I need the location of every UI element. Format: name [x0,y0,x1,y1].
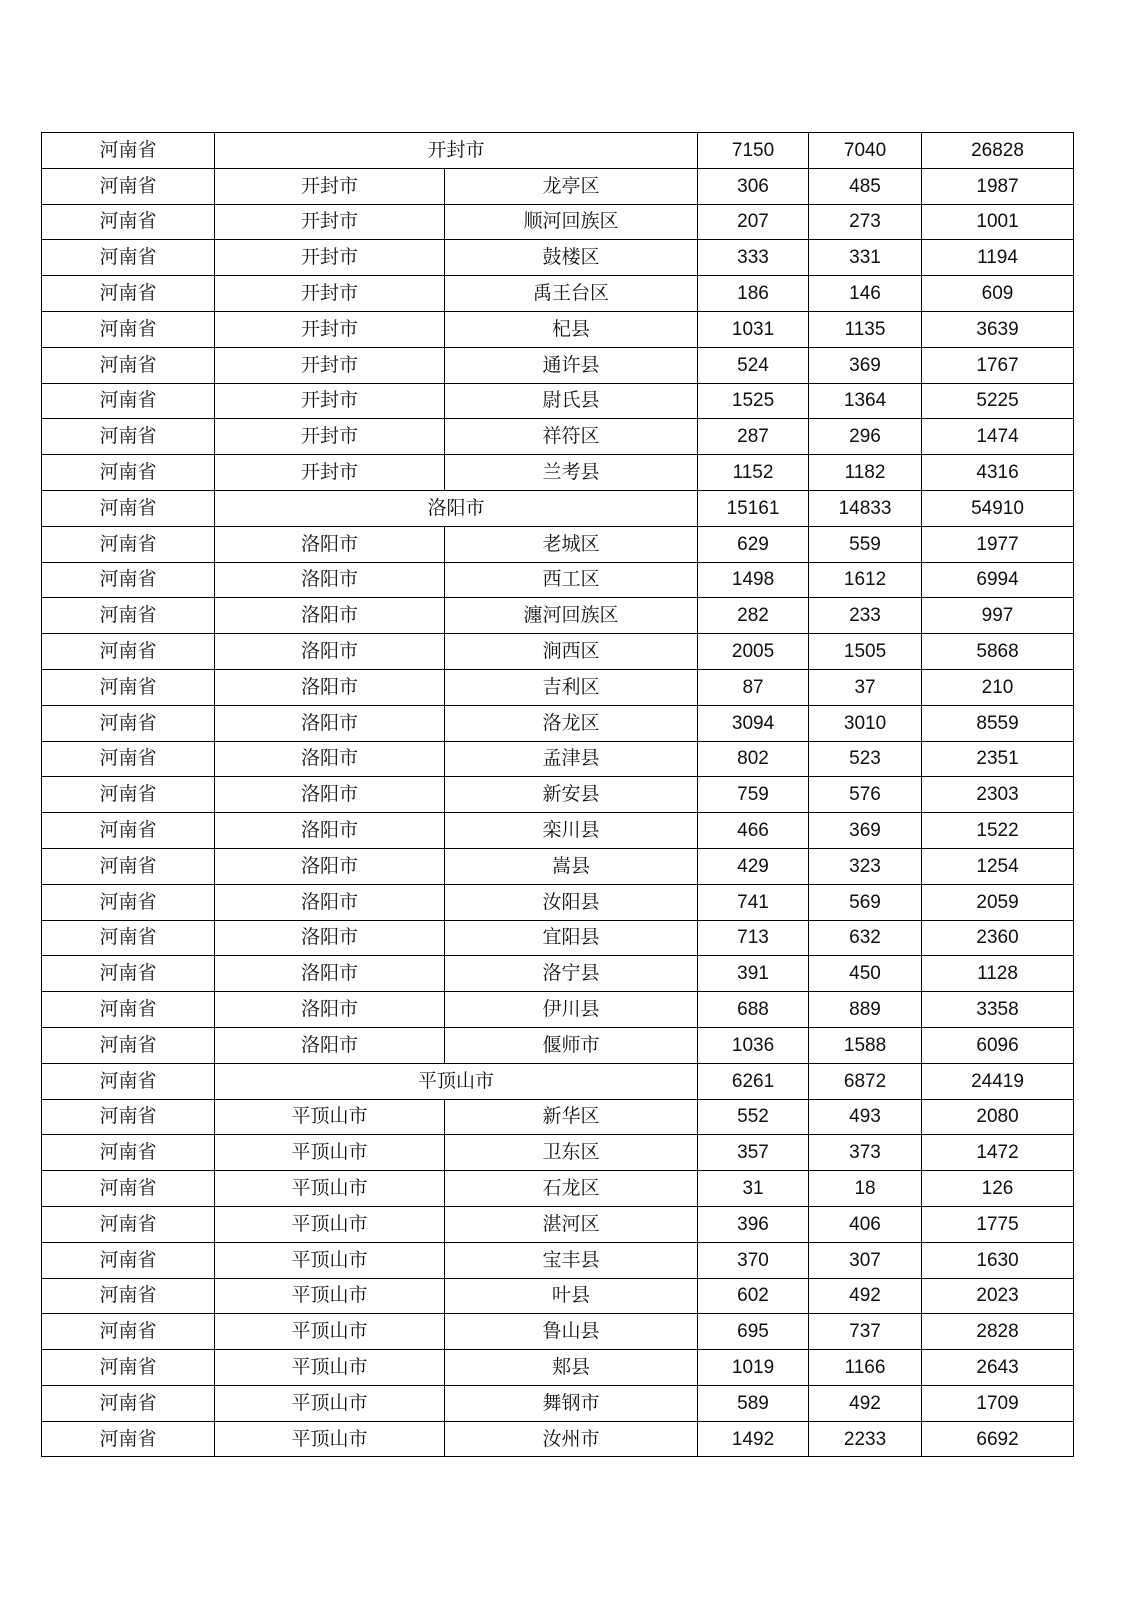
district-cell: 瀍河回族区 [445,598,698,634]
value1-cell: 524 [698,347,809,383]
value1-cell: 429 [698,848,809,884]
value2-cell: 559 [809,526,922,562]
table-row [42,956,1074,992]
table-row [42,992,1074,1028]
value2-cell: 492 [809,1278,922,1314]
district-cell: 嵩县 [445,848,698,884]
value3-cell: 26828 [922,133,1074,169]
province-cell: 河南省 [42,240,215,276]
province-cell: 河南省 [42,634,215,670]
city-cell: 平顶山市 [215,1135,445,1171]
district-cell: 石龙区 [445,1171,698,1207]
value3-cell: 4316 [922,455,1074,491]
value1-cell: 1498 [698,562,809,598]
value1-cell: 688 [698,992,809,1028]
district-cell: 兰考县 [445,455,698,491]
district-cell: 郏县 [445,1350,698,1386]
table-row [42,598,1074,634]
district-cell: 伊川县 [445,992,698,1028]
value1-cell: 306 [698,168,809,204]
city-cell: 平顶山市 [215,1242,445,1278]
table-row [42,1242,1074,1278]
value2-cell: 1612 [809,562,922,598]
value3-cell: 2360 [922,920,1074,956]
value1-cell: 186 [698,276,809,312]
city-cell: 开封市 [215,383,445,419]
value1-cell: 282 [698,598,809,634]
value3-cell: 54910 [922,490,1074,526]
table-row [42,705,1074,741]
district-cell: 鼓楼区 [445,240,698,276]
value1-cell: 207 [698,204,809,240]
province-cell: 河南省 [42,311,215,347]
value1-cell: 3094 [698,705,809,741]
district-cell: 卫东区 [445,1135,698,1171]
value2-cell: 493 [809,1099,922,1135]
table-row [42,813,1074,849]
value3-cell: 2351 [922,741,1074,777]
district-cell: 栾川县 [445,813,698,849]
value2-cell: 373 [809,1135,922,1171]
city-cell: 开封市 [215,455,445,491]
city-subtotal-row [42,133,1074,169]
province-cell: 河南省 [42,598,215,634]
city-cell: 平顶山市 [215,1314,445,1350]
table-row [42,1385,1074,1421]
value3-cell: 2023 [922,1278,1074,1314]
value3-cell: 1987 [922,168,1074,204]
value2-cell: 632 [809,920,922,956]
value1-cell: 759 [698,777,809,813]
value2-cell: 889 [809,992,922,1028]
value3-cell: 1128 [922,956,1074,992]
value2-cell: 737 [809,1314,922,1350]
value3-cell: 2303 [922,777,1074,813]
value3-cell: 3639 [922,311,1074,347]
value1-cell: 391 [698,956,809,992]
value2-cell: 1505 [809,634,922,670]
province-cell: 河南省 [42,168,215,204]
value2-cell: 14833 [809,490,922,526]
value3-cell: 2059 [922,884,1074,920]
city-cell: 洛阳市 [215,920,445,956]
value1-cell: 357 [698,1135,809,1171]
table-row [42,1421,1074,1457]
table-row [42,1099,1074,1135]
table-row [42,1206,1074,1242]
province-cell: 河南省 [42,777,215,813]
province-cell: 河南省 [42,920,215,956]
value2-cell: 485 [809,168,922,204]
district-cell: 禹王台区 [445,276,698,312]
city-cell: 洛阳市 [215,777,445,813]
value3-cell: 2080 [922,1099,1074,1135]
value3-cell: 1254 [922,848,1074,884]
province-cell: 河南省 [42,1421,215,1457]
value2-cell: 37 [809,669,922,705]
city-cell: 平顶山市 [215,1350,445,1386]
city-subtotal-row [42,490,1074,526]
value1-cell: 589 [698,1385,809,1421]
district-cell: 湛河区 [445,1206,698,1242]
value1-cell: 1036 [698,1027,809,1063]
value1-cell: 695 [698,1314,809,1350]
table-row [42,1171,1074,1207]
value2-cell: 18 [809,1171,922,1207]
city-cell: 洛阳市 [215,813,445,849]
value2-cell: 569 [809,884,922,920]
city-cell: 平顶山市 [215,1171,445,1207]
value1-cell: 629 [698,526,809,562]
value1-cell: 552 [698,1099,809,1135]
city-cell: 洛阳市 [215,562,445,598]
value2-cell: 576 [809,777,922,813]
value3-cell: 6692 [922,1421,1074,1457]
value2-cell: 1135 [809,311,922,347]
district-cell: 新安县 [445,777,698,813]
value1-cell: 741 [698,884,809,920]
province-cell: 河南省 [42,884,215,920]
table-row [42,240,1074,276]
value3-cell: 1474 [922,419,1074,455]
table-row [42,1027,1074,1063]
table-row [42,920,1074,956]
province-cell: 河南省 [42,1063,215,1099]
district-cell: 汝州市 [445,1421,698,1457]
value3-cell: 1001 [922,204,1074,240]
province-cell: 河南省 [42,1385,215,1421]
district-cell: 舞钢市 [445,1385,698,1421]
district-cell: 偃师市 [445,1027,698,1063]
table-row [42,347,1074,383]
city-cell: 洛阳市 [215,741,445,777]
value3-cell: 1709 [922,1385,1074,1421]
district-cell: 尉氏县 [445,383,698,419]
city-cell: 洛阳市 [215,526,445,562]
value1-cell: 15161 [698,490,809,526]
data-table [41,132,1074,1457]
district-cell: 通许县 [445,347,698,383]
value1-cell: 1152 [698,455,809,491]
province-cell: 河南省 [42,848,215,884]
value3-cell: 24419 [922,1063,1074,1099]
province-cell: 河南省 [42,1135,215,1171]
value3-cell: 6096 [922,1027,1074,1063]
province-cell: 河南省 [42,1171,215,1207]
city-cell: 洛阳市 [215,956,445,992]
value2-cell: 273 [809,204,922,240]
table-row [42,311,1074,347]
value2-cell: 6872 [809,1063,922,1099]
district-cell: 杞县 [445,311,698,347]
value2-cell: 492 [809,1385,922,1421]
city-cell: 开封市 [215,204,445,240]
value2-cell: 1588 [809,1027,922,1063]
city-cell: 洛阳市 [215,598,445,634]
value1-cell: 1525 [698,383,809,419]
city-cell: 洛阳市 [215,669,445,705]
value1-cell: 1019 [698,1350,809,1386]
value3-cell: 1977 [922,526,1074,562]
value1-cell: 713 [698,920,809,956]
table-row [42,562,1074,598]
table-row [42,777,1074,813]
province-cell: 河南省 [42,956,215,992]
table-row [42,848,1074,884]
province-cell: 河南省 [42,669,215,705]
value1-cell: 87 [698,669,809,705]
value3-cell: 1472 [922,1135,1074,1171]
city-cell: 开封市 [215,168,445,204]
province-cell: 河南省 [42,455,215,491]
province-cell: 河南省 [42,1242,215,1278]
value3-cell: 126 [922,1171,1074,1207]
province-cell: 河南省 [42,562,215,598]
table-row [42,1350,1074,1386]
province-cell: 河南省 [42,276,215,312]
district-cell: 孟津县 [445,741,698,777]
city-cell: 开封市 [215,240,445,276]
province-cell: 河南省 [42,992,215,1028]
city-cell: 开封市 [215,276,445,312]
district-cell: 涧西区 [445,634,698,670]
province-cell: 河南省 [42,383,215,419]
district-cell: 洛宁县 [445,956,698,992]
province-cell: 河南省 [42,526,215,562]
district-cell: 老城区 [445,526,698,562]
district-cell: 西工区 [445,562,698,598]
value1-cell: 6261 [698,1063,809,1099]
value2-cell: 523 [809,741,922,777]
value2-cell: 146 [809,276,922,312]
table-row [42,1278,1074,1314]
value3-cell: 1630 [922,1242,1074,1278]
value2-cell: 3010 [809,705,922,741]
province-cell: 河南省 [42,1099,215,1135]
city-cell: 平顶山市 [215,1278,445,1314]
value2-cell: 307 [809,1242,922,1278]
city-cell: 开封市 [215,347,445,383]
value3-cell: 997 [922,598,1074,634]
table-row [42,884,1074,920]
value2-cell: 296 [809,419,922,455]
value2-cell: 323 [809,848,922,884]
value3-cell: 3358 [922,992,1074,1028]
value3-cell: 210 [922,669,1074,705]
value1-cell: 2005 [698,634,809,670]
province-cell: 河南省 [42,1314,215,1350]
province-cell: 河南省 [42,347,215,383]
city-cell: 洛阳市 [215,848,445,884]
value2-cell: 2233 [809,1421,922,1457]
value3-cell: 5868 [922,634,1074,670]
district-cell: 鲁山县 [445,1314,698,1350]
value2-cell: 1166 [809,1350,922,1386]
city-cell: 平顶山市 [215,1206,445,1242]
value1-cell: 802 [698,741,809,777]
table-row [42,455,1074,491]
district-cell: 宝丰县 [445,1242,698,1278]
value1-cell: 1031 [698,311,809,347]
district-cell: 顺河回族区 [445,204,698,240]
value3-cell: 2828 [922,1314,1074,1350]
province-cell: 河南省 [42,741,215,777]
value1-cell: 7150 [698,133,809,169]
district-cell: 叶县 [445,1278,698,1314]
city-subtotal-row [42,1063,1074,1099]
table-body [42,133,1074,1457]
value3-cell: 8559 [922,705,1074,741]
city-cell: 平顶山市 [215,1385,445,1421]
city-cell: 洛阳市 [215,634,445,670]
value3-cell: 609 [922,276,1074,312]
city-cell: 开封市 [215,311,445,347]
value1-cell: 602 [698,1278,809,1314]
value2-cell: 1182 [809,455,922,491]
value2-cell: 233 [809,598,922,634]
value3-cell: 6994 [922,562,1074,598]
value1-cell: 1492 [698,1421,809,1457]
table-row [42,669,1074,705]
district-cell: 吉利区 [445,669,698,705]
value3-cell: 2643 [922,1350,1074,1386]
city-cell: 开封市 [215,133,698,169]
value3-cell: 1522 [922,813,1074,849]
province-cell: 河南省 [42,490,215,526]
value2-cell: 369 [809,813,922,849]
value1-cell: 31 [698,1171,809,1207]
table-row [42,419,1074,455]
value1-cell: 466 [698,813,809,849]
table-row [42,634,1074,670]
city-cell: 洛阳市 [215,992,445,1028]
value2-cell: 406 [809,1206,922,1242]
province-cell: 河南省 [42,419,215,455]
province-cell: 河南省 [42,1206,215,1242]
district-cell: 新华区 [445,1099,698,1135]
value3-cell: 1775 [922,1206,1074,1242]
district-cell: 宜阳县 [445,920,698,956]
value1-cell: 333 [698,240,809,276]
province-cell: 河南省 [42,813,215,849]
city-cell: 平顶山市 [215,1099,445,1135]
value3-cell: 5225 [922,383,1074,419]
value3-cell: 1767 [922,347,1074,383]
table-row [42,1314,1074,1350]
value2-cell: 1364 [809,383,922,419]
table-row [42,383,1074,419]
table-row [42,1135,1074,1171]
value2-cell: 331 [809,240,922,276]
province-cell: 河南省 [42,1278,215,1314]
district-cell: 龙亭区 [445,168,698,204]
city-cell: 洛阳市 [215,490,698,526]
province-cell: 河南省 [42,1350,215,1386]
value2-cell: 450 [809,956,922,992]
table-row [42,526,1074,562]
table-row [42,741,1074,777]
district-cell: 洛龙区 [445,705,698,741]
value3-cell: 1194 [922,240,1074,276]
table-row [42,204,1074,240]
city-cell: 洛阳市 [215,1027,445,1063]
value1-cell: 370 [698,1242,809,1278]
value2-cell: 7040 [809,133,922,169]
city-cell: 洛阳市 [215,705,445,741]
province-cell: 河南省 [42,1027,215,1063]
city-cell: 开封市 [215,419,445,455]
city-cell: 平顶山市 [215,1063,698,1099]
table-row [42,276,1074,312]
city-cell: 洛阳市 [215,884,445,920]
province-cell: 河南省 [42,204,215,240]
district-cell: 祥符区 [445,419,698,455]
province-cell: 河南省 [42,133,215,169]
city-cell: 平顶山市 [215,1421,445,1457]
value1-cell: 396 [698,1206,809,1242]
district-cell: 汝阳县 [445,884,698,920]
table-row [42,168,1074,204]
value2-cell: 369 [809,347,922,383]
province-cell: 河南省 [42,705,215,741]
value1-cell: 287 [698,419,809,455]
